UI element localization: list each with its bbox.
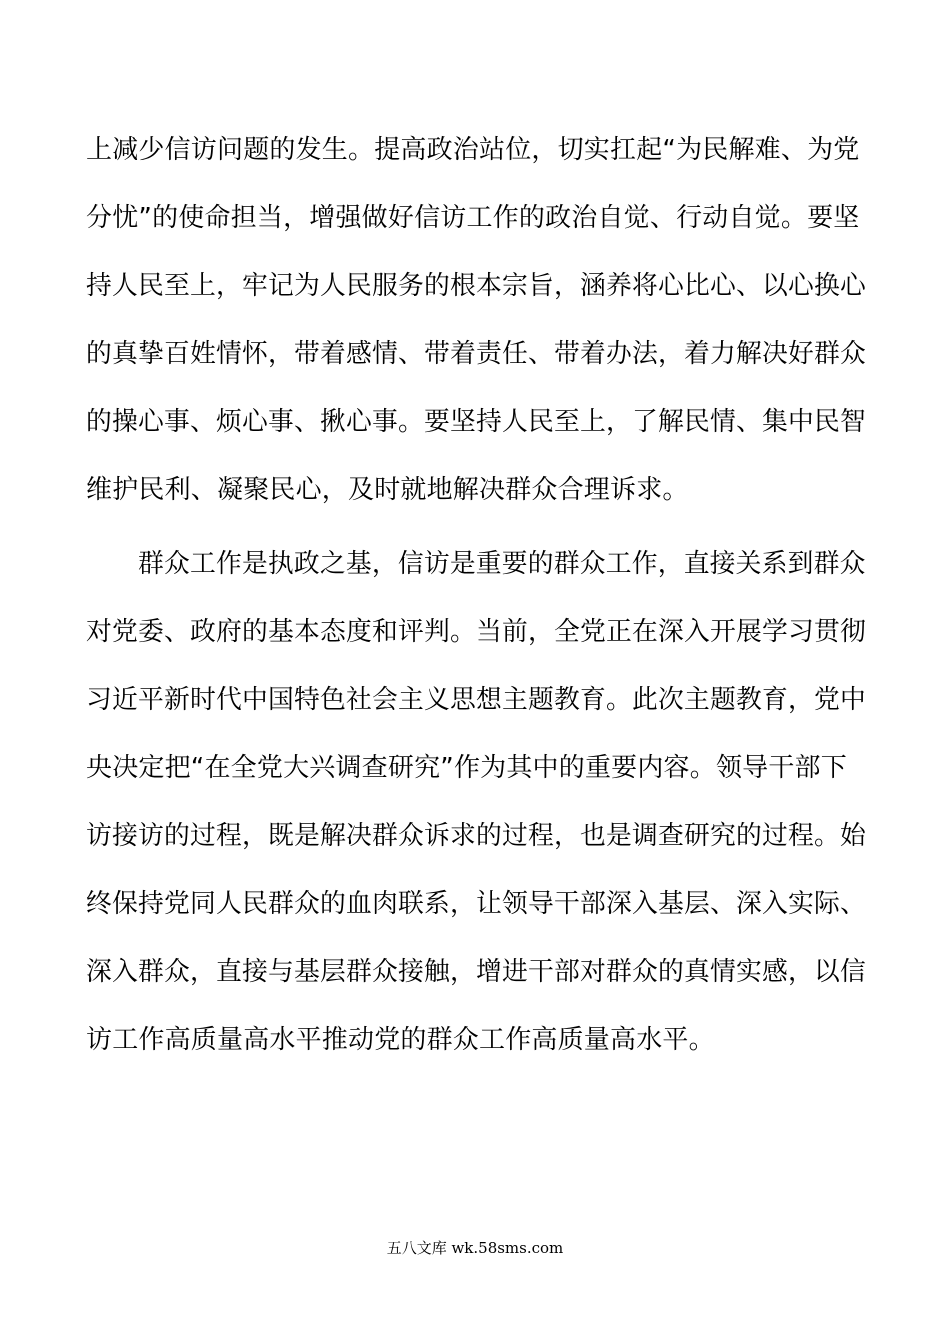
paragraph-1-line-3: 持人民至上，牢记为人民服务的根本宗旨，涵养将心比心、以心换心: [86, 271, 867, 301]
paragraph-2-line-1: 群众工作是执政之基，信访是重要的群众工作，直接关系到群众: [138, 549, 866, 579]
paragraph-2-line-8: 访工作高质量高水平推动党的群众工作高质量高水平。: [86, 1025, 715, 1055]
paragraph-2-line-3: 习近平新时代中国特色社会主义思想主题教育。此次主题教育，党中: [86, 685, 867, 715]
paragraph-1-line-2: 分忧”的使命担当，增强做好信访工作的政治自觉、行动自觉。要坚: [86, 203, 860, 233]
paragraph-2-line-2: 对党委、政府的基本态度和评判。当前，全党正在深入开展学习贯彻: [86, 617, 867, 647]
page-footer-watermark: 五八文库 wk.58sms.com: [386, 1239, 564, 1257]
paragraph-1-line-6: 维护民利、凝聚民心，及时就地解决群众合理诉求。: [86, 475, 689, 505]
paragraph-1-line-4: 的真挚百姓情怀，带着感情、带着责任、带着办法，着力解决好群众: [86, 339, 867, 369]
paragraph-1-line-5: 的操心事、烦心事、揪心事。要坚持人民至上，了解民情、集中民智: [86, 407, 867, 437]
paragraph-2-line-6: 终保持党同人民群众的血肉联系，让领导干部深入基层、深入实际、: [86, 889, 867, 919]
paragraph-1-line-1: 上减少信访问题的发生。提高政治站位，切实扛起“为民解难、为党: [86, 135, 860, 165]
paragraph-2-line-5: 访接访的过程，既是解决群众诉求的过程，也是调查研究的过程。始: [86, 821, 867, 851]
paragraph-2-line-7: 深入群众，直接与基层群众接触，增进干部对群众的真情实感，以信: [86, 957, 867, 987]
paragraph-2-line-4: 央决定把“在全党大兴调查研究”作为其中的重要内容。领导干部下: [86, 753, 847, 783]
